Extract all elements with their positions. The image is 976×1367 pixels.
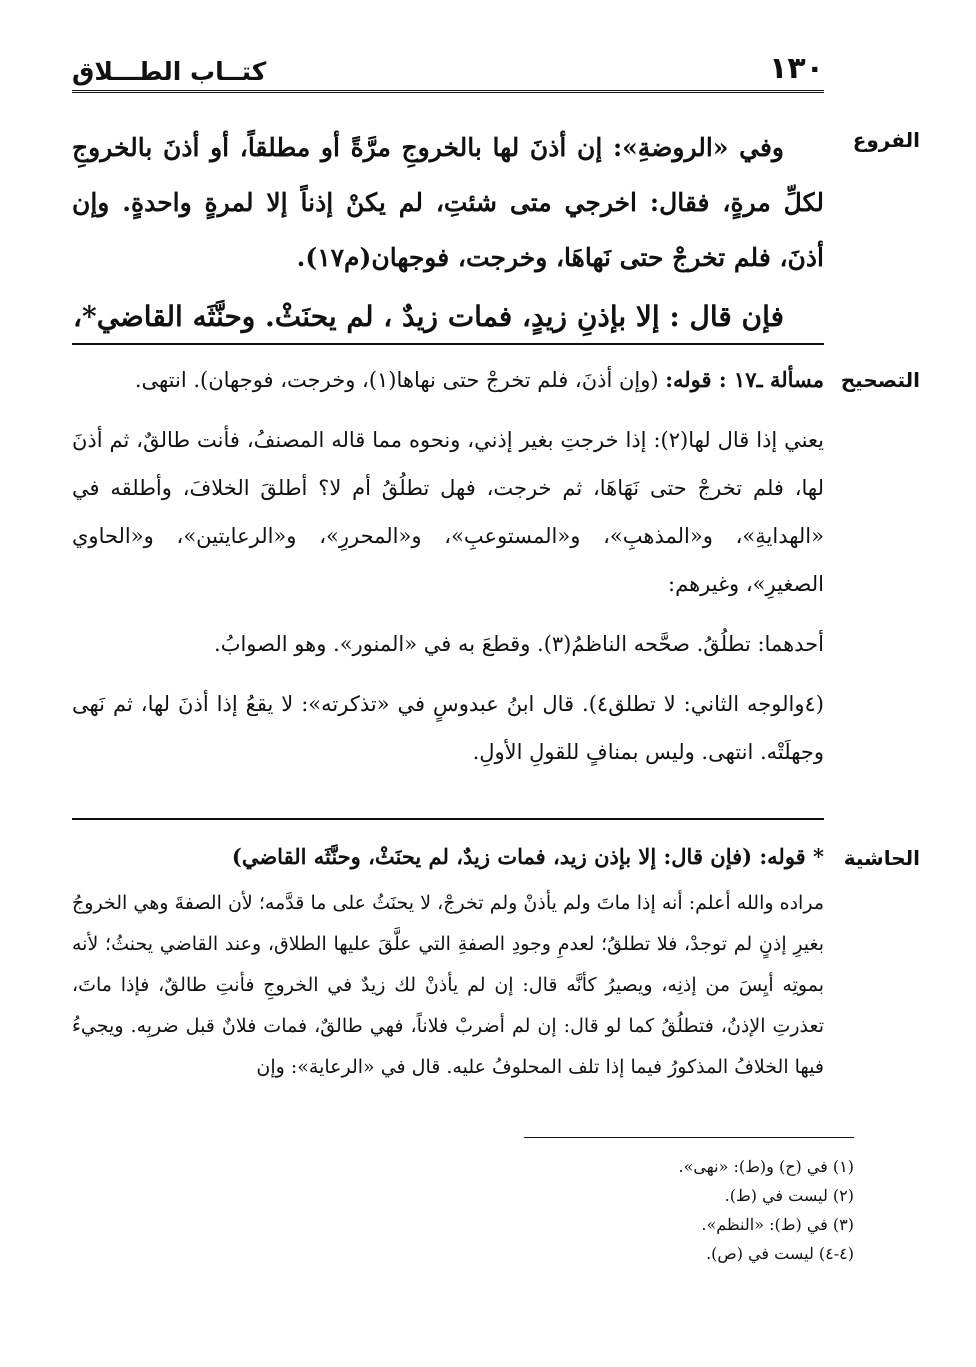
tashih-paragraph-3: أحدهما: تطلُقُ. صحَّحه الناظمُ(٣). وقطعَ به في «المنور». وهو الصوابُ. xyxy=(214,632,824,656)
issue-quote: (وإن أذنَ، فلم تخرجْ حتى نهاها(١)، وخرجت، فوجهان). انتهى. xyxy=(134,368,666,392)
footnote-4: (٤-٤) ليست في (ص). xyxy=(706,1244,854,1263)
footnote-3: (٣) في (ط): «النظم». xyxy=(701,1215,854,1234)
tashih-paragraph-2: يعني إذا قال لها(٢): إذا خرجتِ بغير إذني، ونحوه مما قاله المصنفُ، فأنت طالقٌ، ثم أذنَ لها، فلم تخرجْ حتى نَهَاهَا، ثم خرجت، فهل تطلُقُ أم لا؟ أطلقَ الخلافَ، وأطلقه في «الهدايةِ»، و«المذهبِ»، و«المستوعبِ»، و«المحررِ»، و«الرعايتين»، و«الحاوي الصغيرِ»، وغيرهم: xyxy=(72,428,824,596)
tashih-opening xyxy=(72,356,824,404)
footnote-2: (٢) ليست في (ط). xyxy=(724,1186,854,1205)
page-number: ١٣٠ xyxy=(769,51,824,86)
hashiya-section xyxy=(72,836,824,1088)
section-divider-1 xyxy=(72,343,824,345)
running-title: كتــاب الطـــلاق xyxy=(72,57,267,86)
tashih-section xyxy=(72,356,824,788)
issue-heading: مسألة ـ١٧ : قوله: xyxy=(665,367,824,392)
section-divider-2 xyxy=(72,818,824,820)
hashiya-lead: * قوله: (فإن قال: إلا بإذن زيد، فمات زيدٌ، لم يحنَثْ، وحنَّثَه القاضي) xyxy=(231,844,824,869)
tashih-paragraph-4: (٤والوجه الثاني: لا تطلق٤). قال ابنُ عبدوسٍ في «تذكرته»: لا يقعُ إذا أذنَ لها، ثم نَهى وجهلَتْه. انتهى. وليس بمنافٍ للقولِ الأولِ. xyxy=(72,692,824,764)
furu-paragraph-1: وفي «الروضةِ»: إن أذنَ لها بالخروجِ مرَّةً أو مطلقاً، أو أذنَ بالخروجِ لكلِّ مرةٍ، فقال: اخرجي متى شئتِ، لم يكنْ إذناً إلا لمرةٍ واحدةٍ. وإن أذنَ، فلم تخرجْ حتى نَهاهَا، وخرجت، فوجهان(م١٧). xyxy=(72,133,824,272)
furu-paragraph-2: فإن قال : إلا بإذنِ زيدٍ، فمات زيدٌ ، لم يحنَثْ. وحنَّثَه القاضي*، xyxy=(73,300,784,333)
furu-section xyxy=(72,120,824,344)
footnote-divider xyxy=(524,1137,854,1138)
furu-label: الفروع xyxy=(852,128,920,152)
hashiya-label: الحاشية xyxy=(843,846,920,870)
tashih-label: التصحيح xyxy=(840,368,920,392)
page-header xyxy=(72,44,824,93)
footnotes xyxy=(300,1152,854,1268)
hashiya-body: مراده والله أعلم: أنه إذا ماتَ ولم يأذنْ ولم تخرجْ، لا يحنَثُ على ما قدَّمه؛ لأن الصفةَ وهي الخروجُ بغيرِ إذنٍ لم توجدْ، فلا تطلقُ؛ لعدمِ وجودِ الصفةِ التي علَّقَ عليها الطلاق، وعند القاضي يحنثُ؛ لأنه بموتِه أيِسَ من إذنِه، ويصيرُ كأنَّه قال: إن لم يأذنْ لك زيدٌ في الخروجِ فأنتِ طالقٌ، فإذا ماتَ، تعذرتِ الإذنُ، فتطلُقُ كما لو قال: إن لم أضربْ فلاناً، فهي طالقٌ، فمات فلانٌ قبل ضربِه. ويجيءُ فيها الخلافُ المذكورُ فيما إذا تلف المحلوفُ عليه. قال في «الرعاية»: وإن xyxy=(72,892,824,1078)
footnote-1: (١) في (ح) و(ط): «نهى». xyxy=(678,1157,854,1176)
